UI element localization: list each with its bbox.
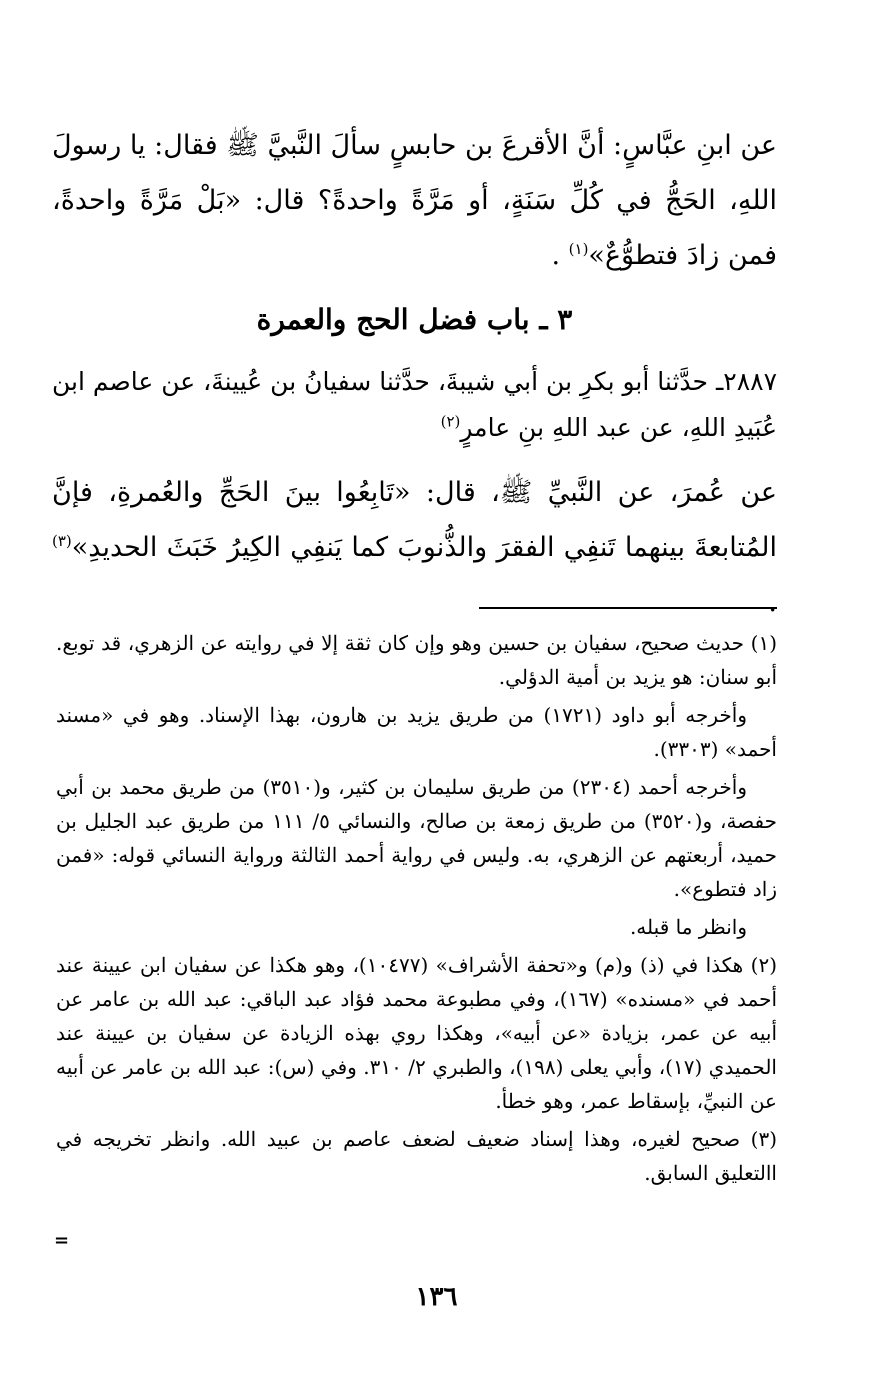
footnote-2: (٢) هكذا في (ذ) و(م) و«تحفة الأشراف» (١٠٤٧٧)، وهو هكذا عن سفيان ابن عيينة عند أحمد في «مسنده» (١٦٧)، وفي مطبوعة محمد فؤاد عبد الباقي: عبد الله بن عامر عن أبيه عن عمر، بزيادة «عن أبيه»، وهكذا روي بهذه الزيادة عن سفيان بن عيينة عند الحميدي (١٧)، وأبي يعلى (١٩٨)، والطبري ٢/ ٣١٠. وفي (س): عبد الله بن عامر عن أبيه عن النبيِّ، بإسقاط عمر، وهو خطأ. <box>56 953 778 1113</box>
footnotes <box>56 626 777 1194</box>
page-number: ١٣٦ <box>415 1282 458 1312</box>
footnote-3: (٣) صحيح لغيره، وهذا إسناد ضعيف لضعف عاصم بن عبيد الله. وانظر تخريجه في االتعليق السابق. <box>56 1127 777 1185</box>
hadith-text-body: عن عُمرَ، عن النَّبيِّ ﷺ، قال: «تَابِعُوا بينَ الحَجِّ والعُمرةِ، فإنَّ المُتابعةَ بينهما تَنفِي الفقرَ والذُّنوبَ كما يَنفِي الكِيرُ خَبَثَ الحديدِ» <box>52 477 777 563</box>
footnote-ref-1: (١) <box>568 240 589 258</box>
hadith-previous <box>52 118 777 283</box>
main-text <box>52 118 777 642</box>
isnad-text: ٢٨٨٧ـ حدَّثنا أبو بكرِ بن أبي شيبةَ، حدَّثنا سفيانُ بن عُيينةَ، عن عاصم ابن عُبَيدِ اللهِ، عن عبد اللهِ بنِ عامرٍ <box>52 367 777 442</box>
hadith-text-end: . <box>768 587 777 618</box>
hadith-previous-end: . <box>551 240 569 271</box>
footnote-1-para-1: (١) حديث صحيح، سفيان بن حسين وهو وإن كان ثقة إلا في روايته عن الزهري، قد توبع. أبو سنان: هو يزيد بن أمية الدؤلي. <box>56 631 777 689</box>
footnote-divider <box>479 607 777 609</box>
footnote-1-para-3: وأخرجه أحمد (٢٣٠٤) من طريق سليمان بن كثير، و(٣٥١٠) من طريق محمد بن أبي حفصة، و(٣٥٢٠) من طريق زمعة بن صالح، والنسائي ٥/ ١١١ من طريق عبد الجليل بن حميد، أربعتهم عن الزهري، به. وليس في رواية أحمد الثالثة ورواية النسائي قوله: «فمن زاد فتطوع». <box>56 775 777 901</box>
footnote-1-para-4: وانظر ما قبله. <box>629 915 747 939</box>
hadith-previous-text: عن ابنِ عبَّاسٍ: أنَّ الأقرعَ بن حابسٍ سألَ النَّبيَّ ﷺ فقال: يا رسولَ اللهِ، الحَجُّ في كُلِّ سَنَةٍ، أو مَرَّةً واحدةً؟ قال: «بَلْ مَرَّةً واحدةً، فمن زادَ فتطوُّعٌ» <box>52 130 777 271</box>
isnad <box>52 359 777 451</box>
footnote-ref-3: (٣) <box>52 532 72 550</box>
footnote-1-para-2: وأخرجه أبو داود (١٧٢١) من طريق يزيد بن هارون، بهذا الإسناد. وهو في «مسند أحمد» (٣٣٠٣). <box>56 703 777 761</box>
hadith-text <box>52 465 777 630</box>
footnote-ref-2: (٢) <box>440 412 461 431</box>
continuation-mark: = <box>54 1230 70 1251</box>
chapter-title: ٣ ـ باب فضل الحج والعمرة <box>256 303 573 336</box>
